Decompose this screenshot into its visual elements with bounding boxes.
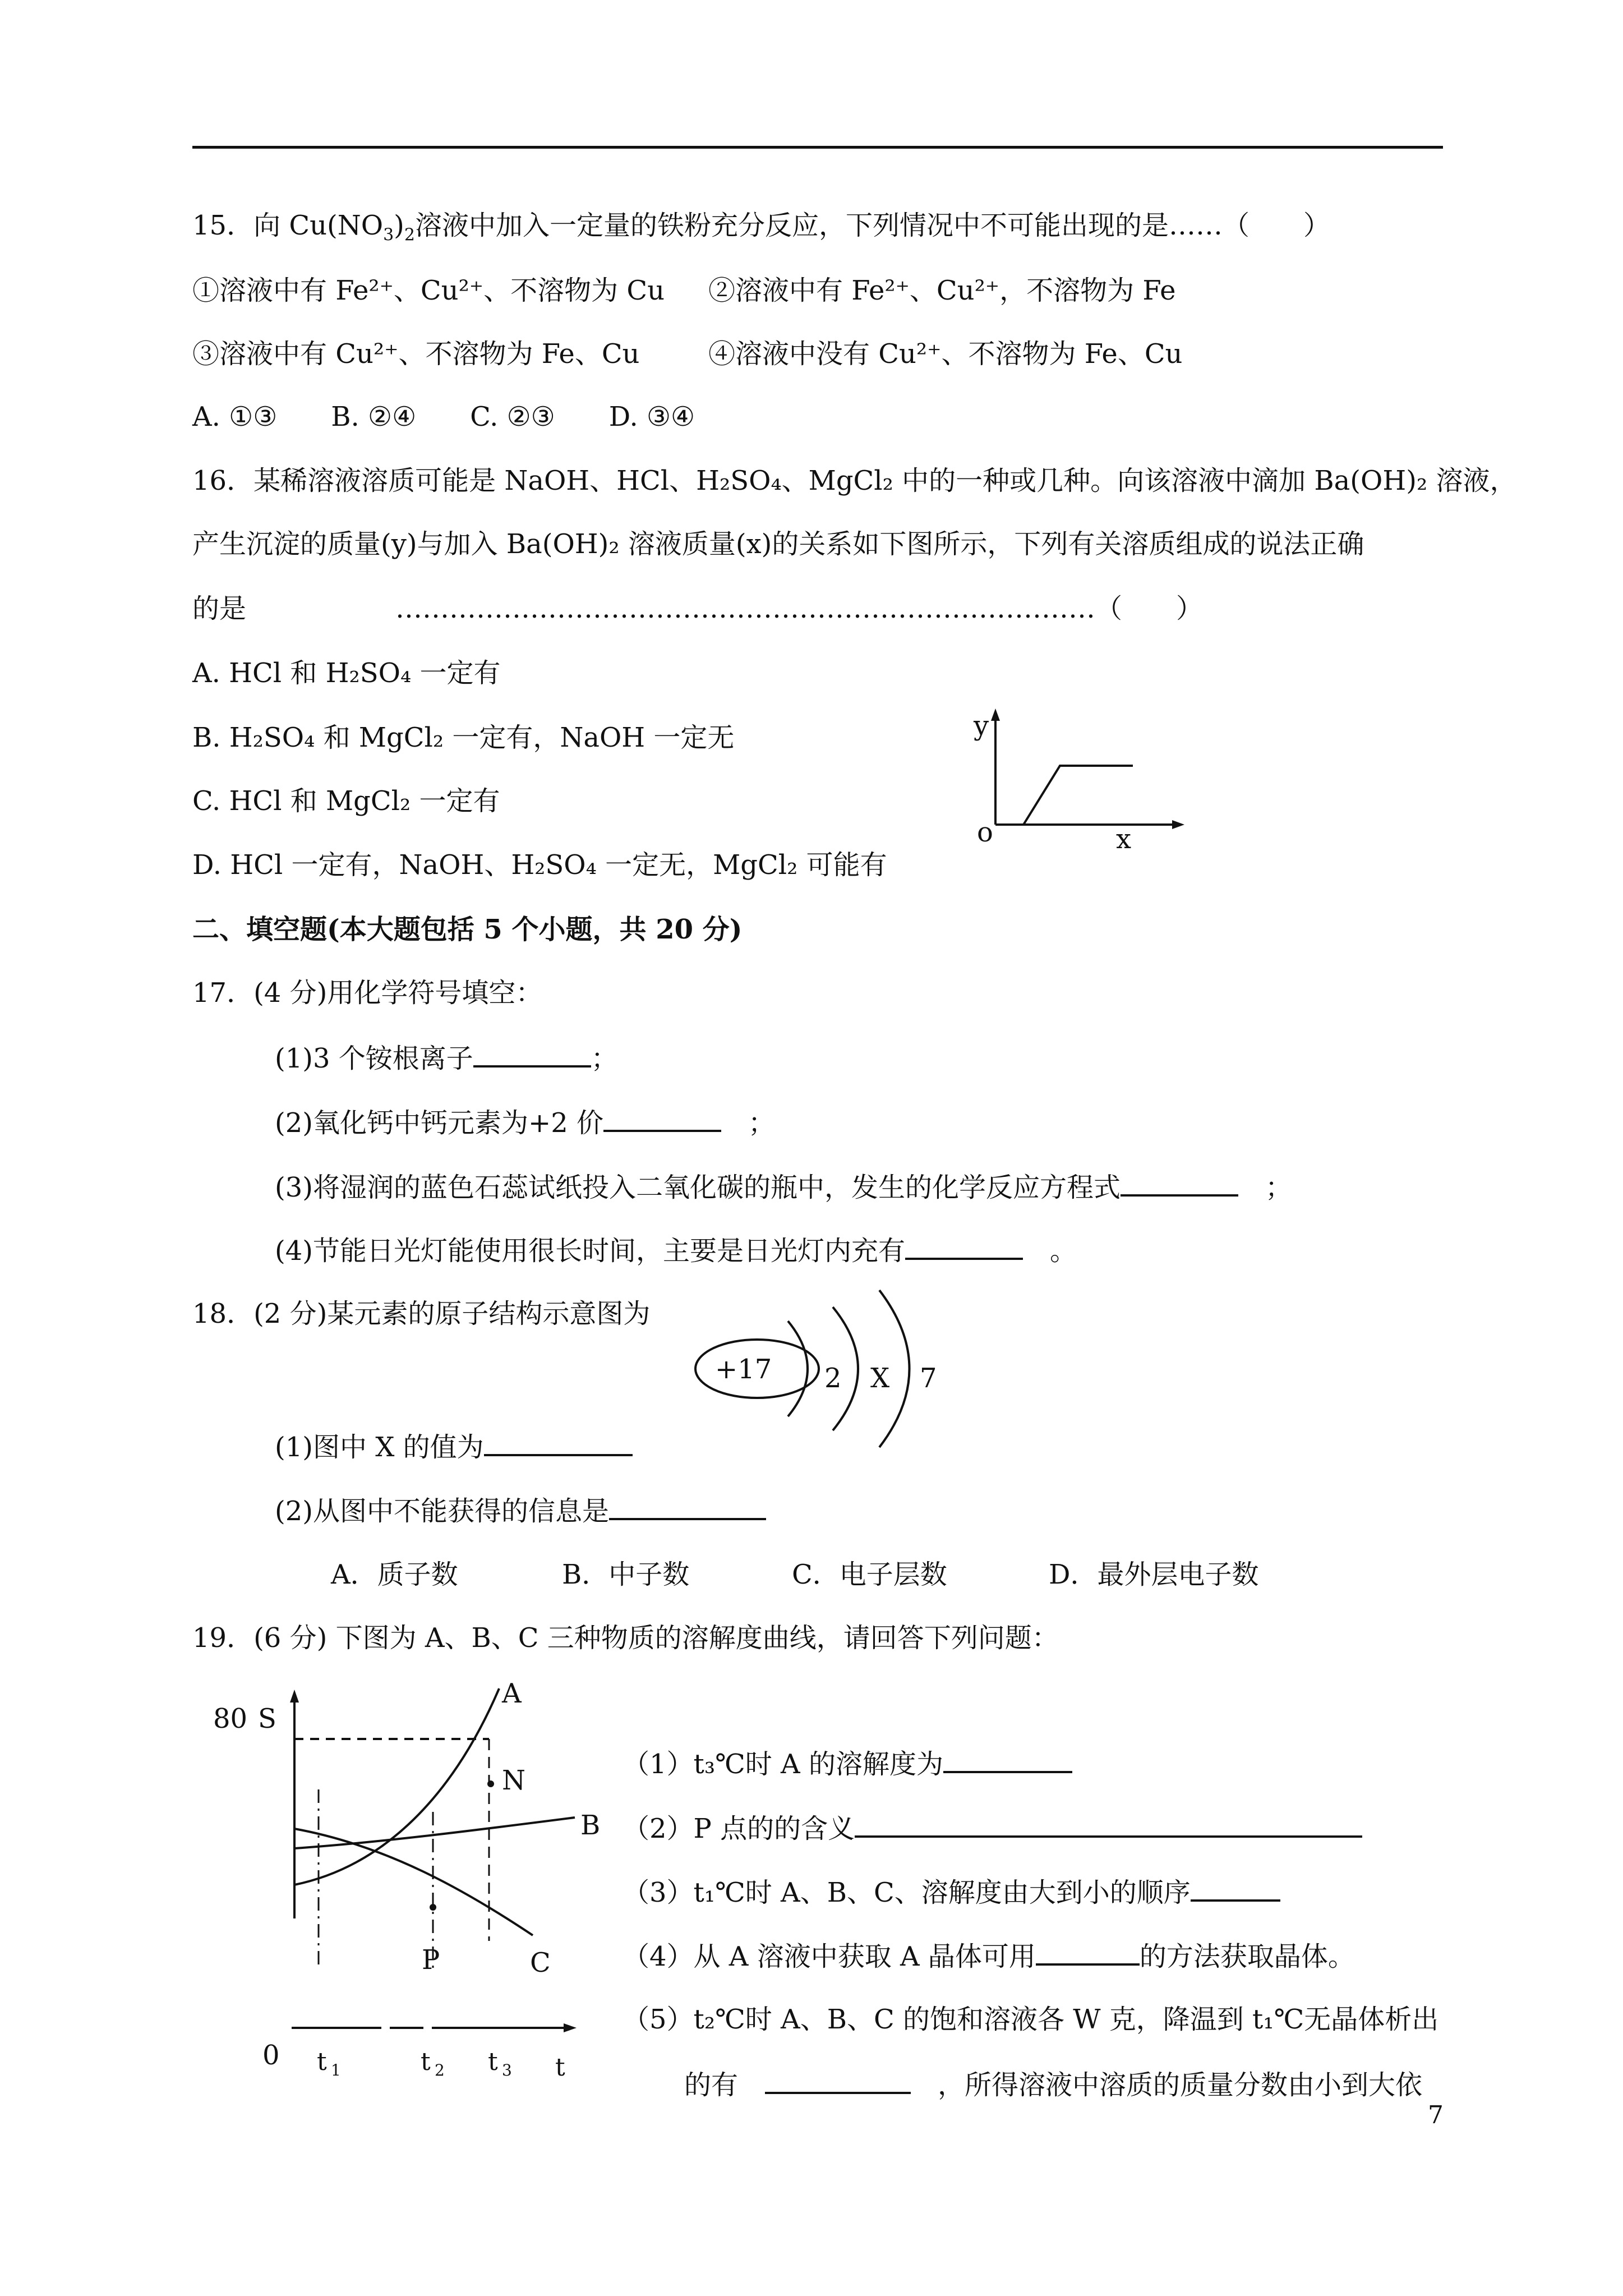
q18-part-2: (2)从图中不能获得的信息是 <box>275 1493 766 1528</box>
q15-statement-4: ④溶液中没有 Cu²⁺、不溶物为 Fe、Cu <box>708 338 1183 370</box>
q18-atom-diagram <box>690 1285 993 1464</box>
q19-graph-t2-sub: 2 <box>435 2061 445 2079</box>
q16-graph-y-label: y <box>974 710 989 742</box>
q19-graph-s: S <box>258 1703 276 1734</box>
header-rule <box>192 146 1443 149</box>
q17-stem: 17．(4 分)用化学符号填空： <box>192 977 543 1009</box>
q15-stem: 15．向 $Cu(NO_3)_2$溶液中加入一定量的铁粉充分反应，下列情况中不可能出现的是……（ ） <box>192 210 1330 245</box>
q19-graph-b: B <box>580 1810 601 1841</box>
q16-option-d: D. HCl 一定有，NaOH、H₂SO₄ 一定无，MgCl₂ 可能有 <box>192 849 887 881</box>
q18-part-1: (1)图中 X 的值为 <box>275 1429 633 1464</box>
q19-part-5-line-1: （5）t₂℃时 A、B、C 的饱和溶液各 W 克，降温到 t₁℃无晶体析出 <box>623 2004 1439 2035</box>
q19-graph-80: 80 <box>213 1703 248 1734</box>
q18-blank-1[interactable] <box>484 1429 633 1456</box>
q17-blank-2[interactable] <box>603 1105 721 1132</box>
q18-option-a: A．质子数 <box>331 1559 458 1590</box>
q19-graph-c: C <box>530 1947 551 1978</box>
q15-statement-1: ①溶液中有 Fe²⁺、Cu²⁺、不溶物为 Cu <box>192 275 665 306</box>
q19-part-1: （1）t₃℃时 A 的溶解度为 <box>623 1746 1072 1781</box>
q19-blank-1[interactable] <box>943 1746 1072 1773</box>
q18-blank-2[interactable] <box>609 1493 766 1520</box>
q19-graph-t: t <box>555 2053 565 2082</box>
q19-graph-p: P <box>422 1944 440 1976</box>
q17-blank-1[interactable] <box>473 1041 591 1068</box>
q16-option-a: A. HCl 和 H₂SO₄ 一定有 <box>192 657 501 689</box>
q18-option-b: B．中子数 <box>562 1559 690 1590</box>
q17-part-4: (4)节能日光灯能使用很长时间，主要是日光灯内充有 。 <box>275 1233 1077 1268</box>
q19-curve-a <box>294 1688 499 1885</box>
q18-option-d: D．最外层电子数 <box>1049 1559 1259 1590</box>
q19-blank-5[interactable] <box>765 2067 911 2094</box>
q16-line-2: 产生沉淀的质量(y)与加入 Ba(OH)₂ 溶液质量(x)的关系如下图所示，下列有关溶质组成的说法正确 <box>192 528 1364 560</box>
q19-blank-4[interactable] <box>1036 1939 1140 1966</box>
q15-statement-2: ②溶液中有 Fe²⁺、Cu²⁺，不溶物为 Fe <box>708 275 1176 306</box>
q16-graph-x-label: x <box>1116 823 1132 855</box>
q16-graph <box>953 707 1189 853</box>
q19-solubility-graph <box>208 1677 611 2092</box>
q19-graph-t3-sub: 3 <box>502 2061 512 2079</box>
q16-line-3a: 的是 <box>192 593 247 624</box>
q16-option-c: C. HCl 和 MgCl₂ 一定有 <box>192 785 500 817</box>
q19-graph-n: N <box>502 1765 525 1796</box>
q17-part-3: (3)将湿润的蓝色石蕊试纸投入二氧化碳的瓶中，发生的化学反应方程式 ； <box>275 1170 1292 1204</box>
q19-part-3: （3）t₁℃时 A、B、C、溶解度由大到小的顺序 <box>623 1875 1280 1910</box>
section-2-heading: 二、填空题(本大题包括 5 个小题，共 20 分) <box>192 914 743 945</box>
q19-graph-t2: t <box>421 2047 431 2076</box>
q16-option-b: B. H₂SO₄ 和 MgCl₂ 一定有，NaOH 一定无 <box>192 722 735 753</box>
q19-blank-2[interactable] <box>855 1811 1362 1838</box>
q19-point-n <box>487 1780 494 1787</box>
q17-blank-4[interactable] <box>905 1233 1023 1260</box>
q19-curve-b <box>294 1818 575 1848</box>
q15-statement-3: ③溶液中有 Cu²⁺、不溶物为 Fe、Cu <box>192 338 640 370</box>
q18-shell-2-count: X <box>870 1363 890 1394</box>
q15-options: A. ①③ B. ②④ C. ②③ D. ③④ <box>192 401 695 432</box>
q16-graph-origin: o <box>977 817 993 848</box>
q19-graph-origin: 0 <box>262 2040 280 2071</box>
q17-part-2: (2)氧化钙中钙元素为+2 价 ； <box>275 1105 775 1140</box>
q19-part-4: （4）从 A 溶液中获取 A 晶体可用 的方法获取晶体。 <box>623 1939 1355 1973</box>
q18-option-c: C．电子层数 <box>792 1559 947 1590</box>
q19-blank-3[interactable] <box>1191 1875 1280 1902</box>
q19-part-2: （2）P 点的的含义 <box>623 1811 1362 1846</box>
q19-part-5-line-2: 的有 ，所得溶液中溶质的质量分数由小到大依 <box>684 2067 1422 2102</box>
q18-nucleus: +17 <box>715 1354 772 1385</box>
q16-line-3b: ……………………………………………………………………（ ） <box>395 593 1204 624</box>
q18-stem: 18．(2 分)某元素的原子结构示意图为 <box>192 1298 651 1329</box>
q17-blank-3[interactable] <box>1121 1170 1238 1197</box>
page-number: 7 <box>1428 2101 1444 2129</box>
q18-shell-3-count: 7 <box>920 1363 937 1394</box>
q19-point-p <box>430 1904 436 1911</box>
q19-graph-t1: t <box>317 2047 327 2076</box>
q17-part-1: (1)3 个铵根离子 ； <box>275 1041 618 1075</box>
q19-stem: 19．(6 分) 下图为 A、B、C 三种物质的溶解度曲线，请回答下列问题： <box>192 1622 1059 1654</box>
q19-graph-t1-sub: 1 <box>331 2061 341 2079</box>
q19-graph-t3: t <box>488 2047 498 2076</box>
q18-shell-1-count: 2 <box>824 1363 842 1394</box>
q16-line-1: 16．某稀溶液溶质可能是 NaOH、HCl、H₂SO₄、MgCl₂ 中的一种或几种。向该溶液中滴加 Ba(OH)₂ 溶液， <box>192 465 1517 496</box>
q19-graph-a: A <box>502 1678 522 1709</box>
